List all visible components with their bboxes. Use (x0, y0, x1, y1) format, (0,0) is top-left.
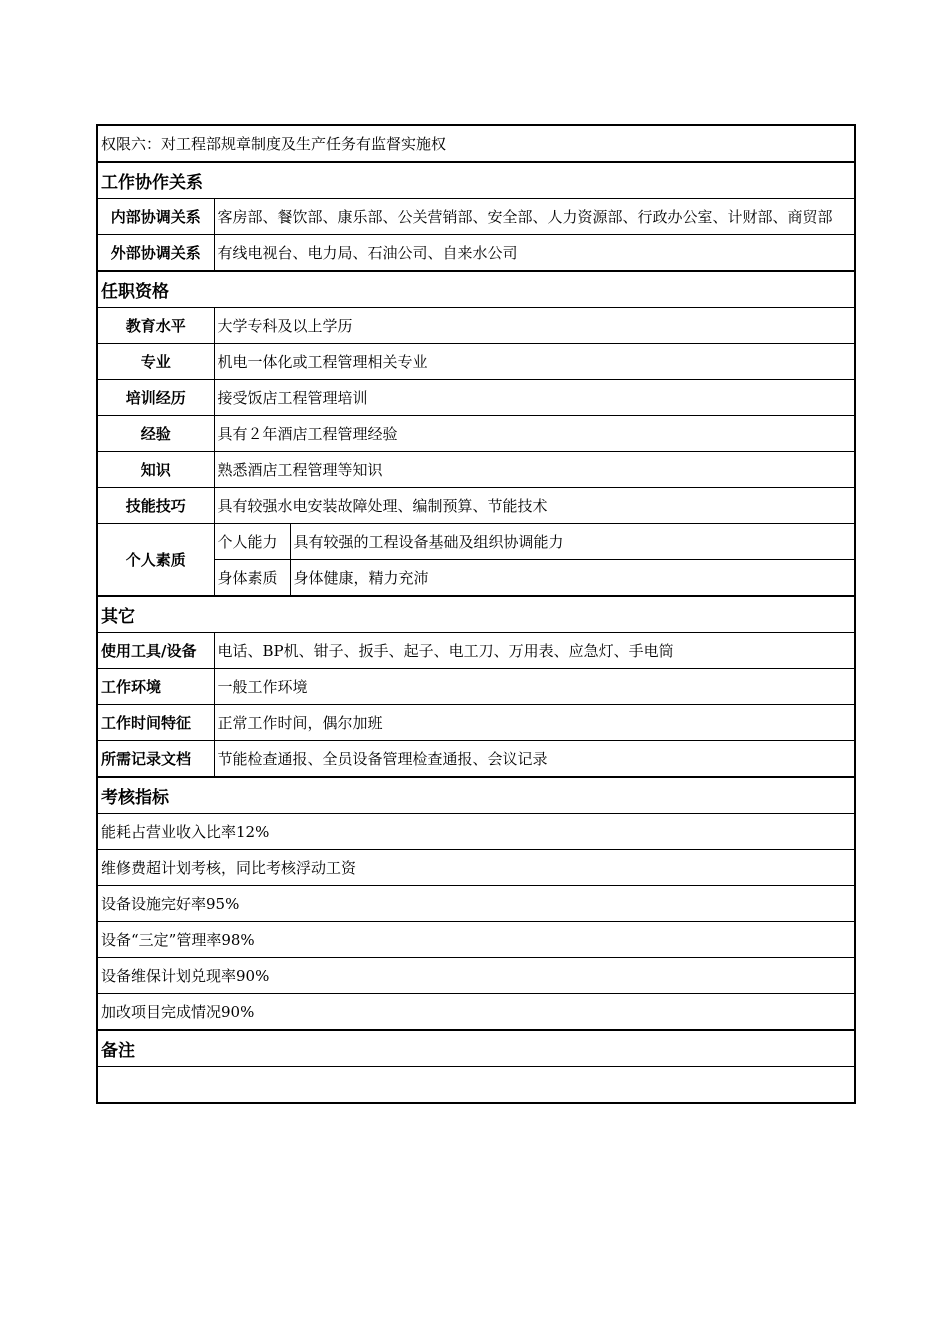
experience-value: 具有２年酒店工程管理经验 (214, 416, 855, 452)
time-label: 工作时间特征 (97, 705, 214, 741)
physical-value: 身体健康，精力充沛 (290, 560, 855, 597)
environment-row (97, 669, 855, 705)
education-label: 教育水平 (97, 308, 214, 344)
skills-label: 技能技巧 (97, 488, 214, 524)
physical-label: 身体素质 (214, 560, 290, 597)
skills-row (97, 488, 855, 524)
internal-relations-label: 内部协调关系 (97, 199, 214, 235)
environment-label: 工作环境 (97, 669, 214, 705)
internal-relations-value: 客房部、餐饮部、康乐部、公关营销部、安全部、人力资源部、行政办公室、计财部、商贸部 (214, 199, 855, 235)
kpi-item: 加改项目完成情况90% (97, 994, 855, 1031)
ability-value: 具有较强的工程设备基础及组织协调能力 (290, 524, 855, 560)
ability-label: 个人能力 (214, 524, 290, 560)
kpi-row (97, 994, 855, 1031)
knowledge-label: 知识 (97, 452, 214, 488)
records-value: 节能检查通报、全员设备管理检查通报、会议记录 (214, 741, 855, 778)
environment-value: 一般工作环境 (214, 669, 855, 705)
education-value: 大学专科及以上学历 (214, 308, 855, 344)
section-relations (97, 162, 855, 199)
training-value: 接受饭店工程管理培训 (214, 380, 855, 416)
section-remarks (97, 1030, 855, 1067)
authority-row (97, 125, 855, 162)
time-value: 正常工作时间，偶尔加班 (214, 705, 855, 741)
kpi-item: 设备设施完好率95% (97, 886, 855, 922)
qualifications-heading: 任职资格 (97, 271, 855, 308)
kpi-heading: 考核指标 (97, 777, 855, 814)
tools-value: 电话、BP机、钳子、扳手、起子、电工刀、万用表、应急灯、手电筒 (214, 633, 855, 669)
section-qualifications (97, 271, 855, 308)
training-label: 培训经历 (97, 380, 214, 416)
kpi-row (97, 850, 855, 886)
skills-value: 具有较强水电安装故障处理、编制预算、节能技术 (214, 488, 855, 524)
external-relations-row (97, 235, 855, 272)
major-row (97, 344, 855, 380)
external-relations-label: 外部协调关系 (97, 235, 214, 272)
time-row (97, 705, 855, 741)
records-row (97, 741, 855, 778)
knowledge-row (97, 452, 855, 488)
education-row (97, 308, 855, 344)
job-description-table (96, 124, 856, 1104)
ability-row (97, 524, 855, 560)
kpi-item: 能耗占营业收入比率12% (97, 814, 855, 850)
internal-relations-row (97, 199, 855, 235)
authority-text: 权限六：对工程部规章制度及生产任务有监督实施权 (97, 125, 855, 162)
tools-label: 使用工具/设备 (97, 633, 214, 669)
training-row (97, 380, 855, 416)
major-value: 机电一体化或工程管理相关专业 (214, 344, 855, 380)
kpi-row (97, 958, 855, 994)
external-relations-value: 有线电视台、电力局、石油公司、自来水公司 (214, 235, 855, 272)
remarks-row (97, 1067, 855, 1104)
records-label: 所需记录文档 (97, 741, 214, 778)
kpi-row (97, 814, 855, 850)
kpi-row (97, 886, 855, 922)
personal-quality-label: 个人素质 (97, 524, 214, 597)
remarks-value (97, 1067, 855, 1104)
kpi-item: 设备维保计划兑现率90% (97, 958, 855, 994)
relations-heading: 工作协作关系 (97, 162, 855, 199)
other-heading: 其它 (97, 596, 855, 633)
kpi-row (97, 922, 855, 958)
remarks-heading: 备注 (97, 1030, 855, 1067)
section-kpi (97, 777, 855, 814)
experience-row (97, 416, 855, 452)
tools-row (97, 633, 855, 669)
knowledge-value: 熟悉酒店工程管理等知识 (214, 452, 855, 488)
kpi-item: 设备“三定”管理率98% (97, 922, 855, 958)
section-other (97, 596, 855, 633)
experience-label: 经验 (97, 416, 214, 452)
kpi-item: 维修费超计划考核，同比考核浮动工资 (97, 850, 855, 886)
major-label: 专业 (97, 344, 214, 380)
